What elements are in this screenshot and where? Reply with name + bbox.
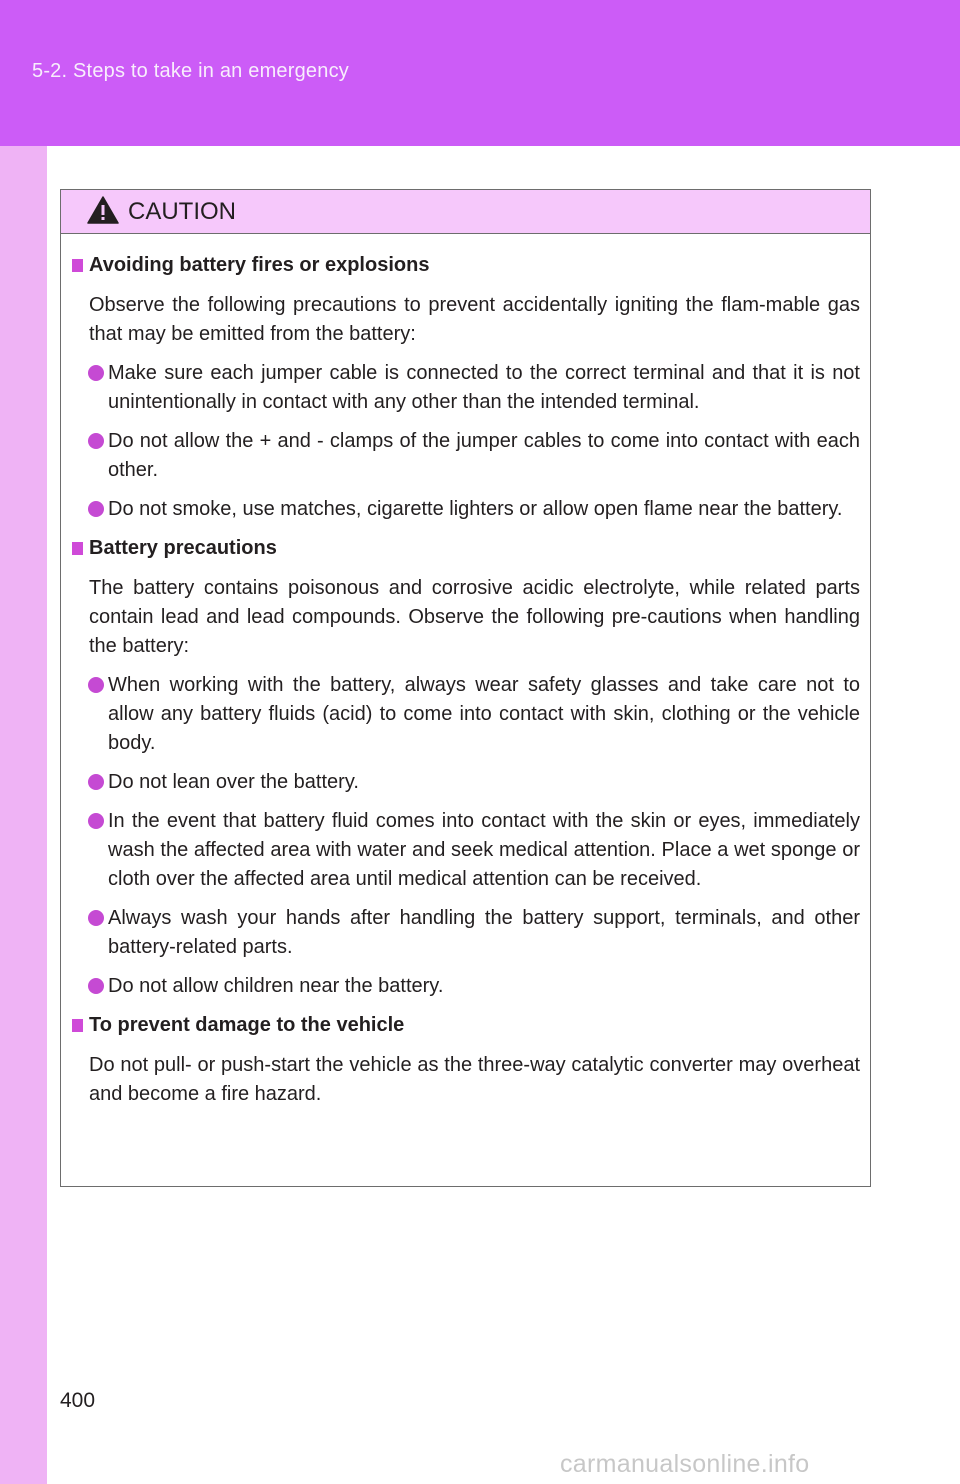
page-number: 400 xyxy=(60,1389,96,1412)
caution-header xyxy=(61,190,870,234)
circle-bullet-icon xyxy=(88,774,104,790)
section-heading-text: Avoiding battery fires or explosions xyxy=(89,254,430,276)
header-band xyxy=(0,0,960,146)
bullet-text: Make sure each jumper cable is connected to the correct terminal and that it is not unintentionally in contact with any other than the intended terminal. xyxy=(108,362,860,413)
bullet-text: Do not smoke, use matches, cigarette lighters or allow open flame near the battery. xyxy=(108,498,843,520)
circle-bullet-icon xyxy=(88,365,104,381)
bullet-item xyxy=(61,807,860,894)
square-bullet-icon xyxy=(72,259,83,272)
square-bullet-icon xyxy=(72,1019,83,1032)
bullet-item xyxy=(61,495,860,524)
bullet-item xyxy=(61,427,860,485)
circle-bullet-icon xyxy=(88,813,104,829)
caution-box xyxy=(60,189,871,1187)
square-bullet-icon xyxy=(72,542,83,555)
circle-bullet-icon xyxy=(88,978,104,994)
bullet-item xyxy=(61,359,860,417)
circle-bullet-icon xyxy=(88,677,104,693)
bullet-item xyxy=(61,768,860,797)
bullet-text: When working with the battery, always wear safety glasses and take care not to allow any battery fluids (acid) to come into contact with skin, clothing or the vehicle body. xyxy=(108,674,860,754)
section-label: 5-2. Steps to take in an emergency xyxy=(32,60,349,82)
bullet-item xyxy=(61,904,860,962)
section-intro: Observe the following precautions to prevent accidentally igniting the flam-mable gas that may be emitted from the battery: xyxy=(89,294,860,345)
circle-bullet-icon xyxy=(88,501,104,517)
section-heading-text: Battery precautions xyxy=(89,537,277,559)
section-intro: The battery contains poisonous and corrosive acidic electrolyte, while related parts contain lead and lead compounds. Observe the following pre-cautions when handling the battery: xyxy=(89,577,860,657)
section-heading-text: To prevent damage to the vehicle xyxy=(89,1014,405,1036)
circle-bullet-icon xyxy=(88,433,104,449)
bullet-text: In the event that battery fluid comes into contact with the skin or eyes, immediately wash the affected area with water and seek medical attention. Place a wet sponge or cloth over the affected area until medical attention can be received. xyxy=(108,810,860,890)
left-margin-strip xyxy=(0,0,47,1484)
section-heading xyxy=(61,534,860,563)
bullet-text: Always wash your hands after handling the battery support, terminals, and other battery-related parts. xyxy=(108,907,860,958)
caution-title: CAUTION xyxy=(128,198,236,225)
warning-triangle-icon xyxy=(87,196,119,224)
bullet-text: Do not lean over the battery. xyxy=(108,771,359,793)
bullet-text: Do not allow children near the battery. xyxy=(108,975,444,997)
watermark: carmanualsonline.info xyxy=(560,1450,810,1478)
bullet-item xyxy=(61,972,860,1001)
bullet-item xyxy=(61,671,860,758)
caution-body xyxy=(61,234,870,1109)
circle-bullet-icon xyxy=(88,910,104,926)
section-heading xyxy=(61,251,860,280)
section-heading xyxy=(61,1011,860,1040)
bullet-text: Do not allow the + and - clamps of the jumper cables to come into contact with each other. xyxy=(108,430,860,481)
section-intro: Do not pull- or push-start the vehicle as the three-way catalytic converter may overheat and become a fire hazard. xyxy=(89,1054,860,1105)
